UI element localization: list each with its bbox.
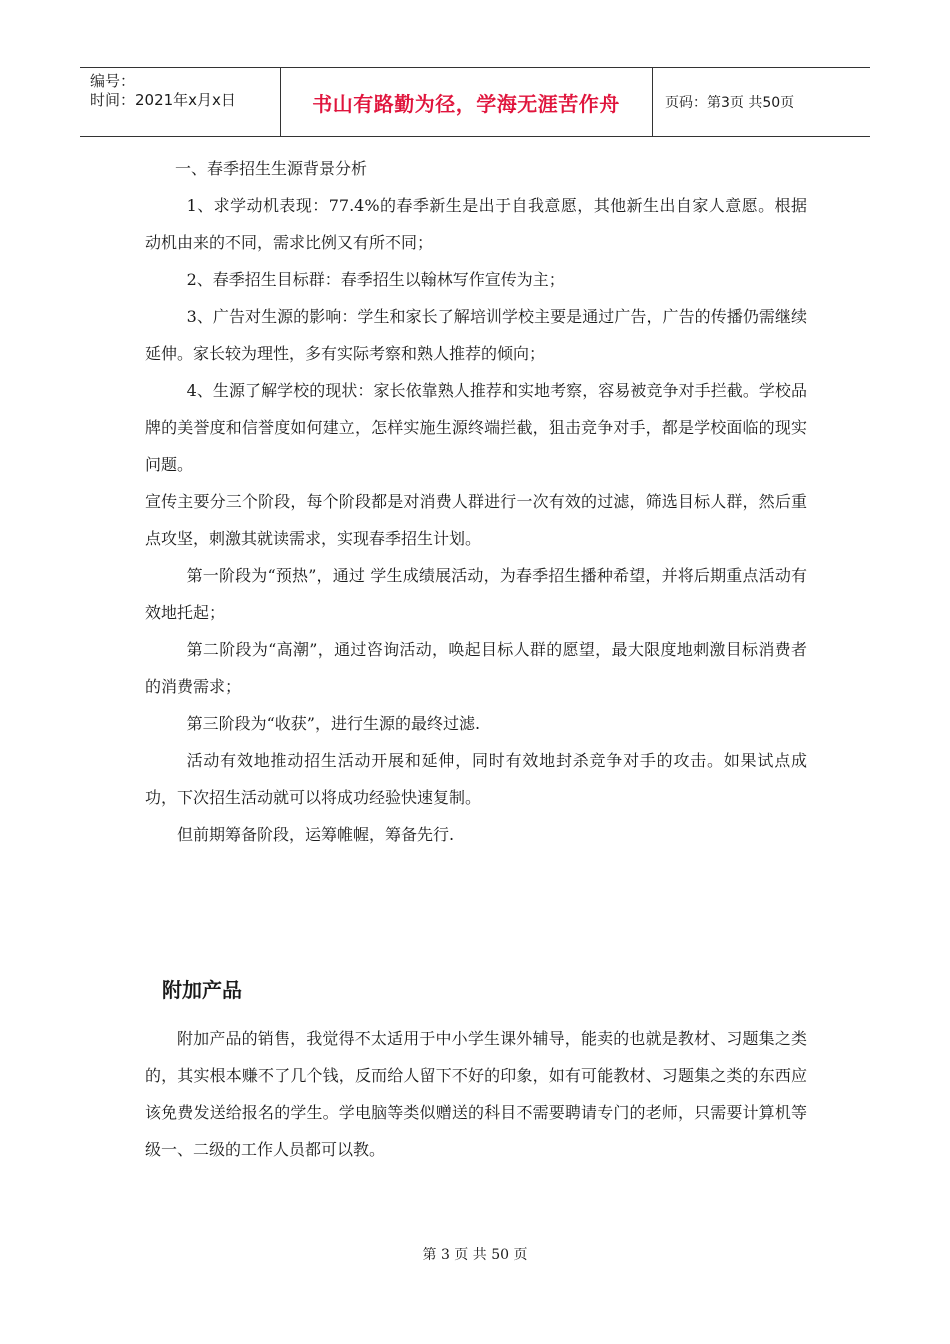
- header-info-cell: [80, 68, 281, 136]
- document-number-label: 编号：: [90, 72, 136, 90]
- document-date-label: 时间：2021年x月x日: [90, 91, 236, 109]
- list-item: 4、生源了解学校的现状：家长依靠熟人推荐和实地考察，容易被竞争对手拦截。学校品牌的美誉度和信誉度如何建立，怎样实施生源终端拦截，狙击竞争对手，都是学校面临的现实问题。: [145, 381, 807, 474]
- paragraph: 附加产品的销售，我觉得不太适用于中小学生课外辅导，能卖的也就是教材、习题集之类的，其实根本赚不了几个钱，反而给人留下不好的印象，如有可能教材、习题集之类的东西应该免费发送给报名的学生。学电脑等类似赠送的科目不需要聘请专门的老师，只需要计算机等级一、二级的工作人员都可以教。: [145, 1029, 807, 1159]
- stage-paragraph: 第二阶段为“高潮”，通过咨询活动，唤起目标人群的愿望，最大限度地刺激目标消费者的消费需求；: [145, 640, 807, 696]
- spacer: [145, 853, 807, 960]
- header-page-code: 页码：第3页 共50页: [665, 95, 795, 111]
- stage-paragraph: 第一阶段为“预热”，通过 学生成绩展活动，为春季招生播种希望，并将后期重点活动有效地托起；: [145, 566, 807, 622]
- header-motto-cell: [280, 68, 653, 136]
- header-motto: 书山有路勤为径，学海无涯苦作舟: [312, 91, 620, 116]
- section-title: 附加产品: [162, 978, 242, 1002]
- list-item: 3、广告对生源的影响：学生和家长了解培训学校主要是通过广告，广告的传播仍需继续延伸。家长较为理性，多有实际考察和熟人推荐的倾向；: [145, 307, 807, 363]
- paragraph: 宣传主要分三个阶段，每个阶段都是对消费人群进行一次有效的过滤，筛选目标人群，然后重点攻坚，刺激其就读需求，实现春季招生计划。: [145, 492, 807, 548]
- stage-paragraph: 第三阶段为“收获”，进行生源的最终过滤.: [186, 714, 481, 733]
- list-item: 2、春季招生目标群：春季招生以翰林写作宣传为主；: [186, 270, 565, 289]
- header-page-cell: [653, 68, 870, 136]
- list-item: 1、求学动机表现：77.4%的春季新生是出于自我意愿，其他新生出自家人意愿。根据动机由来的不同，需求比例又有所不同；: [145, 196, 807, 252]
- section-heading: 一、春季招生生源背景分析: [175, 159, 368, 178]
- page-footer: 第 3 页 共 50 页: [422, 1247, 528, 1263]
- page-header: [80, 67, 870, 137]
- paragraph: 活动有效地推动招生活动开展和延伸，同时有效地封杀竞争对手的攻击。如果试点成功，下次招生活动就可以将成功经验快速复制。: [145, 751, 807, 807]
- document-body: [145, 150, 807, 1168]
- paragraph: 但前期筹备阶段，运筹帷幄，筹备先行.: [177, 825, 455, 844]
